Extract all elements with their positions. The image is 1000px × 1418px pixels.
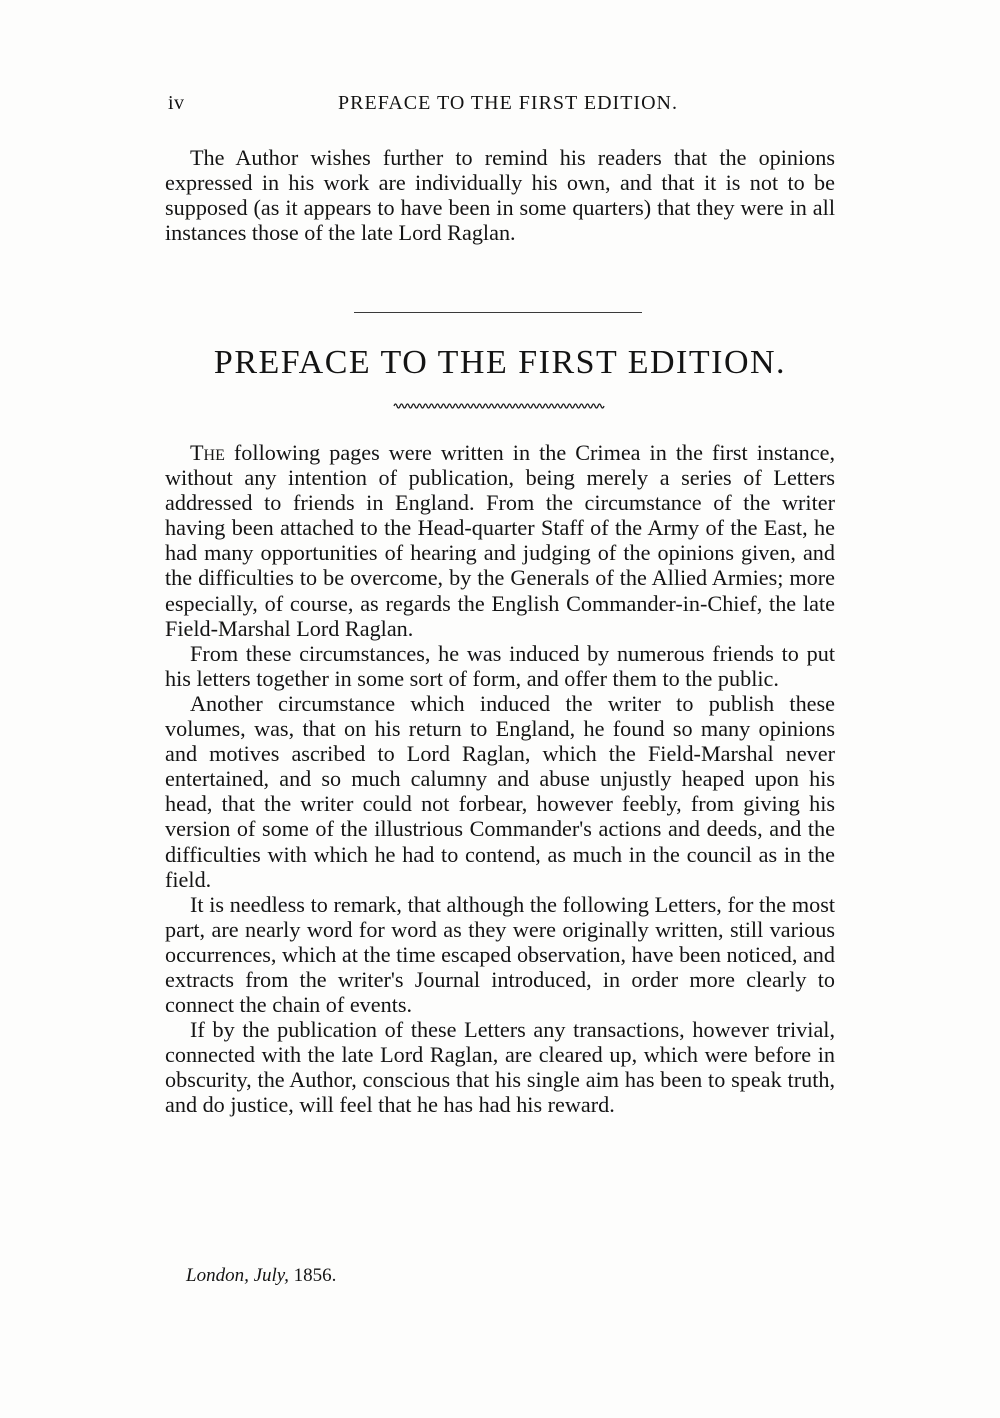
running-header — [168, 92, 832, 118]
closing-note — [165, 145, 835, 245]
paragraph-text: following pages were written in the Crimea in the first instance, without any intention of publication, being merely a series of Letters addressed to friends in England. From the circumstance of the writer having been attached to the Head-quarter Staff of the Army of the East, he had many opportunities of hearing and judging of the opinions given, and the difficulties to be overcome, by the Generals of the Allied Armies; more especially, of course, as regards the English Commander-in-Chief, the late Field-Marshal Lord Raglan. — [165, 440, 835, 641]
drop-word: The — [190, 440, 225, 465]
preface-paragraph-3: Another circumstance which induced the writer to publish these volumes, was, that on his return to England, he found so many opinions and motives ascribed to Lord Raglan, which the Field-Marshal never entertained, and so much calumny and abuse unjustly heaped upon his head, that the writer could not forbear, however feebly, from giving his version of some of the illustrious Commander's actions and deeds, and the difficulties with which he had to contend, as much in the council as in the field. — [165, 690, 835, 892]
section-title: PREFACE TO THE FIRST EDITION. — [213, 344, 787, 381]
signature-line — [186, 1265, 336, 1287]
signature-year: 1856. — [293, 1265, 337, 1286]
signature-place-date: London, July, — [186, 1265, 289, 1286]
section-divider-rule — [354, 312, 642, 313]
closing-note-paragraph: The Author wishes further to remind his readers that the opinions expressed in his work are individually his own, and that it is not to be supposed (as it appears to have been in some quarters) that they were in all instances those of the late Lord Raglan. — [165, 145, 835, 246]
page-number: iv — [168, 92, 185, 114]
preface-paragraph-5: If by the publication of these Letters any transactions, however trivial, connected with the late Lord Raglan, are cleared up, which were before in obscurity, the Author, conscious that his single aim has been to speak truth, and do justice, will feel that he has had his reward. — [165, 1017, 835, 1118]
wavy-ornament — [392, 400, 606, 412]
preface-paragraph-4: It is needless to remark, that although the following Letters, for the most part, are nearly word for word as they were originally written, still various occurrences, which at the time escaped observation, have been noticed, and extracts from the writer's Journal introduced, in order more clearly to connect the chain of events. — [165, 891, 835, 1018]
preface-paragraph-2: From these circumstances, he was induced by numerous friends to put his letters together in some sort of form, and offer them to the public. — [165, 640, 835, 691]
running-title: PREFACE TO THE FIRST EDITION. — [338, 92, 678, 114]
preface-body — [165, 440, 835, 1118]
preface-paragraph-1 — [165, 440, 835, 641]
